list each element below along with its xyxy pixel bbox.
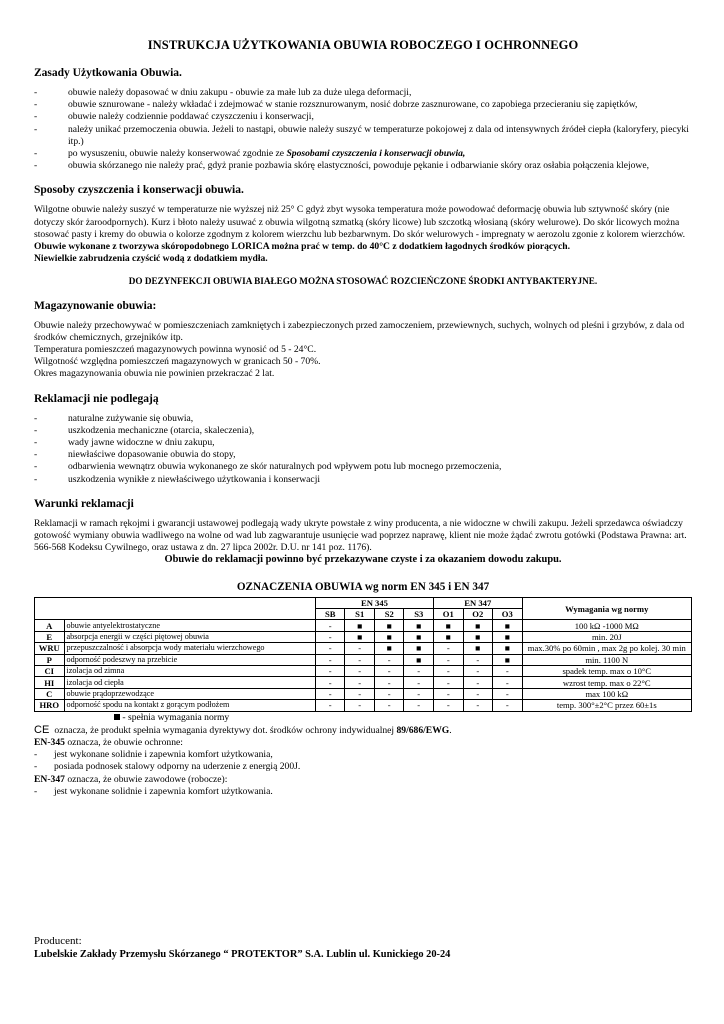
table-row bbox=[35, 677, 692, 688]
table-cell-code: HRO bbox=[35, 700, 65, 711]
table-title: OZNACZENIA OBUWIA wg norm EN 345 i EN 347 bbox=[236, 580, 490, 593]
table-cell-mark: - bbox=[404, 666, 434, 677]
table-cell-code: A bbox=[35, 620, 65, 631]
magazyn-text-4: Okres magazynowania obuwia nie powinien przekraczać 2 lat. bbox=[34, 368, 275, 380]
document-title: INSTRUKCJA UŻYTKOWANIA OBUWIA ROBOCZEGO I OCHRONNEGO bbox=[147, 38, 579, 52]
producer-block bbox=[34, 935, 692, 961]
table-cell-mark: - bbox=[404, 677, 434, 688]
list-item: - wady jawne widoczne w dniu zakupu, bbox=[34, 437, 692, 449]
table-cell-mark: ■ bbox=[404, 654, 434, 665]
table-body bbox=[35, 620, 692, 711]
table-cell-mark: ■ bbox=[493, 631, 523, 642]
table-cell-mark: - bbox=[345, 677, 375, 688]
table-cell-mark: - bbox=[493, 677, 523, 688]
legend-ce-end: . bbox=[449, 724, 452, 736]
table-cell-mark: ■ bbox=[345, 631, 375, 642]
table-row bbox=[35, 643, 692, 654]
sposoby-bold-2: Niewielkie zabrudzenia czyścić wodą z dodatkiem mydła. bbox=[34, 253, 268, 265]
table-cell-requirement: wzrost temp. max o 22°C bbox=[522, 677, 691, 688]
table-cell-mark: - bbox=[463, 654, 493, 665]
list-item bbox=[34, 148, 692, 160]
list-item: - uszkodzenia mechaniczne (otarcia, skaleczenia), bbox=[34, 425, 692, 437]
table-subheader: S2 bbox=[374, 609, 404, 620]
list-item-emphasis: Sposobami czyszczenia i konserwacji obuwia, bbox=[286, 148, 466, 160]
zasady-list bbox=[34, 87, 692, 172]
legend-ce bbox=[34, 724, 692, 737]
warunki-bold: Obuwie do reklamacji powinno być przekazywane czyste i za okazaniem dowodu zakupu. bbox=[164, 554, 562, 566]
reklamacji-list bbox=[34, 413, 692, 486]
sposoby-heading: Sposoby czyszczenia i konserwacji obuwia. bbox=[34, 184, 244, 197]
table-cell-mark: - bbox=[315, 643, 345, 654]
magazyn-heading: Magazynowanie obuwia: bbox=[34, 299, 157, 312]
table-cell-mark: ■ bbox=[374, 643, 404, 654]
table-cell-mark: - bbox=[374, 688, 404, 699]
list-item: - należy unikać przemoczenia obuwia. Jeżeli to nastąpi, obuwie należy suszyć w temperaturze pokojowej z dala od intensywnych źródeł ciepła (kaloryfery, piecyki itp.) bbox=[34, 124, 692, 148]
en347-text: oznacza, że obuwie zawodowe (robocze): bbox=[64, 773, 228, 785]
table-cell-requirement: 100 kΩ -1000 MΩ bbox=[522, 620, 691, 631]
producer-name: Lubelskie Zakłady Przemysłu Skórzanego “ PROTEKTOR” S.A. Lublin ul. Kunickiego 20-24 bbox=[34, 949, 451, 960]
table-group-en347: EN 347 bbox=[434, 597, 523, 608]
norms-table bbox=[34, 597, 692, 712]
magazyn-text-2: Temperatura pomieszczeń magazynowych powinna wynosić od 5 - 24°C. bbox=[34, 344, 317, 356]
table-cell-description: izolacja od ciepła bbox=[64, 677, 315, 688]
producer-label: Producent: bbox=[34, 935, 82, 947]
table-cell-requirement: min. 20J bbox=[522, 631, 691, 642]
disinfection-notice: DO DEZYNFEKCJI OBUWIA BIAŁEGO MOŻNA STOSOWAĆ ROZCIEŃCZONE ŚRODKI ANTYBAKTERYJNE. bbox=[128, 276, 598, 287]
table-cell-mark: - bbox=[345, 688, 375, 699]
table-requirements-header: Wymagania wg normy bbox=[522, 597, 691, 620]
table-subheader: S3 bbox=[404, 609, 434, 620]
table-cell-mark: - bbox=[345, 700, 375, 711]
table-cell-requirement: temp. 300°±2°C przez 60±1s bbox=[522, 700, 691, 711]
table-cell-mark: - bbox=[374, 677, 404, 688]
table-row bbox=[35, 631, 692, 642]
table-cell-code: E bbox=[35, 631, 65, 642]
table-subheader: SB bbox=[315, 609, 345, 620]
sposoby-bold-1: Obuwie wykonane z tworzywa skóropodobnego LORICA można prać w temp. do 40°C z dodatkiem łagodnych środków piorących. bbox=[34, 241, 570, 253]
table-cell-mark: - bbox=[463, 688, 493, 699]
table-cell-requirement: max 100 kΩ bbox=[522, 688, 691, 699]
table-cell-code: WRU bbox=[35, 643, 65, 654]
table-cell-mark: - bbox=[345, 643, 375, 654]
table-cell-code: C bbox=[35, 688, 65, 699]
table-cell-mark: - bbox=[315, 631, 345, 642]
table-cell-mark: - bbox=[434, 688, 464, 699]
table-cell-mark: ■ bbox=[463, 643, 493, 654]
table-cell-mark: - bbox=[315, 688, 345, 699]
list-item: - odbarwienia wewnątrz obuwia wykonanego ze skór naturalnych pod wpływem potu lub mocnego przemoczenia, bbox=[34, 461, 692, 473]
legend-ce-directive: 89/686/EWG bbox=[396, 724, 450, 736]
table-cell-requirement: min. 1100 N bbox=[522, 654, 691, 665]
table-cell-mark: - bbox=[434, 643, 464, 654]
table-cell-code: HI bbox=[35, 677, 65, 688]
table-cell-mark: ■ bbox=[434, 631, 464, 642]
table-cell-mark: - bbox=[345, 666, 375, 677]
table-cell-mark: ■ bbox=[374, 620, 404, 631]
table-cell-description: obuwie antyelektrostatyczne bbox=[64, 620, 315, 631]
en345-code: EN-345 bbox=[34, 737, 65, 748]
list-item: - naturalne zużywanie się obuwia, bbox=[34, 413, 692, 425]
list-item: - obuwia skórzanego nie należy prać, gdyż pranie pozbawia skórę elastyczności, powoduje pękanie i odbarwianie skóry oraz osłabia połączenia klejowe, bbox=[34, 160, 692, 172]
table-cell-mark: ■ bbox=[345, 620, 375, 631]
table-cell-mark: ■ bbox=[434, 620, 464, 631]
table-cell-description: izolacja od zimna bbox=[64, 666, 315, 677]
table-cell-mark: - bbox=[404, 700, 434, 711]
table-subheader: S1 bbox=[345, 609, 375, 620]
table-cell-mark: - bbox=[374, 666, 404, 677]
legend-en345 bbox=[34, 737, 692, 749]
table-header-empty bbox=[35, 597, 316, 620]
table-cell-mark: ■ bbox=[404, 631, 434, 642]
table-cell-mark: - bbox=[434, 654, 464, 665]
list-item: - obuwie należy codziennie poddawać czyszczeniu i konserwacji, bbox=[34, 111, 692, 123]
table-subheader: O3 bbox=[493, 609, 523, 620]
table-row bbox=[35, 620, 692, 631]
list-item: - niewłaściwe dopasowanie obuwia do stopy, bbox=[34, 449, 692, 461]
table-cell-mark: - bbox=[463, 677, 493, 688]
table-cell-mark: - bbox=[315, 666, 345, 677]
en345-list bbox=[34, 749, 692, 773]
table-cell-mark: - bbox=[463, 700, 493, 711]
table-cell-mark: - bbox=[493, 666, 523, 677]
table-cell-mark: ■ bbox=[463, 620, 493, 631]
legend-square-text: - spełnia wymagania normy bbox=[120, 711, 230, 723]
table-cell-mark: - bbox=[315, 700, 345, 711]
table-cell-code: P bbox=[35, 654, 65, 665]
table-cell-mark: - bbox=[493, 700, 523, 711]
list-item: - obuwie należy dopasować w dniu zakupu - obuwie za małe lub za duże ulega deformacji, bbox=[34, 87, 692, 99]
table-cell-mark: - bbox=[374, 700, 404, 711]
table-cell-mark: ■ bbox=[493, 643, 523, 654]
zasady-heading: Zasady Użytkowania Obuwia. bbox=[34, 67, 182, 79]
warunki-text: Reklamacji w ramach rękojmi i gwarancji ustawowej podlegają wady ukryte powstałe z winy producenta, a nie widoczne w chwili zakupu. Jeżeli sprzedawca oświadczy gotowość wymiany obuwia wadliwego na wolne od wad lub zagwarantuje usunięcie wad poprzez naprawę, klient nie może żądać zwrotu gotówki (Podstawa Prawna: art. 566-568 Kodeksu Cywilnego, oraz ustawa z dn. 27 lipca 2002r. D.U. nr 141 poz. 1176). bbox=[34, 517, 687, 554]
list-item: - jest wykonane solidnie i zapewnia komfort użytkowania. bbox=[34, 786, 692, 798]
table-cell-mark: - bbox=[315, 654, 345, 665]
table-row bbox=[35, 666, 692, 677]
sposoby-text: Wilgotne obuwie należy suszyć w temperaturze nie wyższej niż 25° C gdyż zbyt wysoka temperatura może powodować deformację obuwia lub sztywność skóry (nie dotyczy skór żaroodpornych). Kurz i błoto należy usuwać z obuwia wilgotną szmatką (skóry licowe) lub szczotką włosianą (skóry welurowe). Do skór licowych można stosować pasty i kremy do obuwia o kolorze zgodnym z kolorem wierzchu lub bezbarwnym. Do skór welurowych - impregnaty w aerozolu zgonie z kolorem wierzchów. bbox=[34, 204, 686, 240]
legend-square bbox=[114, 712, 692, 724]
table-cell-mark: - bbox=[404, 688, 434, 699]
table-row bbox=[35, 700, 692, 711]
legend-ce-text: oznacza, że produkt spełnia wymagania dyrektywy dot. środków ochrony indywidualnej bbox=[52, 724, 397, 736]
table-cell-mark: - bbox=[434, 677, 464, 688]
table-cell-description: odporność podeszwy na przebicie bbox=[64, 654, 315, 665]
table-cell-requirement: max.30% po 60min , max 2g po kolej. 30 min bbox=[522, 643, 691, 654]
ce-mark-icon: CE bbox=[34, 723, 50, 736]
en347-list bbox=[34, 786, 692, 798]
table-cell-mark: - bbox=[345, 654, 375, 665]
en345-text: oznacza, że obuwie ochronne: bbox=[64, 737, 183, 748]
table-cell-description: odporność spodu na kontakt z gorącym podłożem bbox=[64, 700, 315, 711]
magazyn-text-3: Wilgotność względna pomieszczeń magazynowych w granicach 50 - 70%. bbox=[34, 356, 321, 368]
list-item: - posiada podnosek stalowy odporny na uderzenie z energią 200J. bbox=[34, 761, 692, 773]
reklamacji-heading: Reklamacji nie podlegają bbox=[34, 392, 159, 405]
legend-en347 bbox=[34, 774, 692, 786]
warunki-heading: Warunki reklamacji bbox=[34, 497, 134, 510]
table-cell-code: CI bbox=[35, 666, 65, 677]
table-cell-mark: ■ bbox=[374, 631, 404, 642]
table-header-row bbox=[35, 597, 692, 608]
table-cell-mark: ■ bbox=[463, 631, 493, 642]
table-cell-mark: - bbox=[315, 620, 345, 631]
table-cell-mark: - bbox=[493, 688, 523, 699]
list-item-text: po wysuszeniu, obuwie należy konserwować zgodnie ze bbox=[68, 148, 287, 160]
table-cell-mark: ■ bbox=[493, 654, 523, 665]
en347-code: EN-347 bbox=[34, 773, 65, 785]
table-cell-description: przepuszczalność i absorpcja wody materiału wierzchowego bbox=[64, 643, 315, 654]
table-row bbox=[35, 688, 692, 699]
table-cell-mark: ■ bbox=[493, 620, 523, 631]
table-cell-mark: - bbox=[434, 700, 464, 711]
list-item: - jest wykonane solidnie i zapewnia komfort użytkowania, bbox=[34, 749, 692, 761]
document-page bbox=[34, 38, 692, 798]
table-cell-mark: - bbox=[374, 654, 404, 665]
table-cell-mark: - bbox=[434, 666, 464, 677]
table-cell-description: obuwie prądoprzewodzące bbox=[64, 688, 315, 699]
table-cell-requirement: spadek temp. max o 10°C bbox=[522, 666, 691, 677]
table-cell-mark: ■ bbox=[404, 620, 434, 631]
table-cell-mark: ■ bbox=[404, 643, 434, 654]
table-subheader: O2 bbox=[463, 609, 493, 620]
table-cell-mark: - bbox=[315, 677, 345, 688]
table-cell-description: absorpcja energii w części piętowej obuwia bbox=[64, 631, 315, 642]
table-row bbox=[35, 654, 692, 665]
table-cell-mark: - bbox=[463, 666, 493, 677]
magazyn-text-1: Obuwie należy przechowywać w pomieszczeniach zamkniętych i zabezpieczonych przed zamoczeniem, przewiewnych, suchych, wolnych od pleśni i grzybów, z dala od środków chemicznych, grzejników itp. bbox=[34, 319, 685, 343]
table-group-en345: EN 345 bbox=[315, 597, 433, 608]
list-item: - uszkodzenia wynikłe z niewłaściwego użytkowania i konserwacji bbox=[34, 474, 692, 486]
table-subheader: O1 bbox=[434, 609, 464, 620]
list-item: - obuwie sznurowane - należy wkładać i zdejmować w stanie rozsznurowanym, nosić dobrze zasznurowane, co zapobiega przecieraniu się zapiętków, bbox=[34, 99, 692, 111]
